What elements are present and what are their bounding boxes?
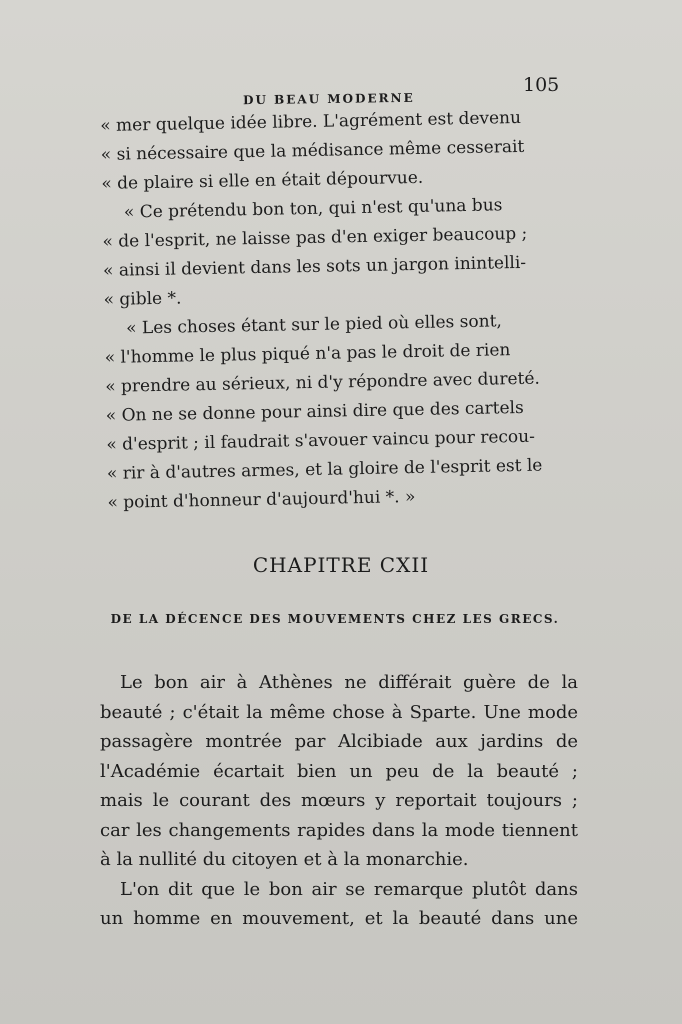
quote-line: « de l'esprit, ne laisse pas d'en exiger beaucoup ; xyxy=(102,223,528,252)
body-text xyxy=(100,668,578,934)
quote-line: « de plaire si elle en était dépourvue. xyxy=(101,167,424,194)
quote-line: « Les choses étant sur le pied où elles sont, xyxy=(125,311,503,339)
body-line: l'Académie écartait bien un peu de la beauté ; xyxy=(100,760,578,782)
body-line: Le bon air à Athènes ne différait guère de la xyxy=(120,672,578,693)
quote-line: « rir à d'autres armes, et la gloire de l'esprit est le xyxy=(106,455,543,484)
body-line: passagère montrée par Alcibiade aux jardins de xyxy=(100,731,578,752)
quote-line: « si nécessaire que la médisance même cesserait xyxy=(100,136,525,165)
chapter-title: CHAPITRE CXII xyxy=(252,553,430,577)
body-line: mais le courant des mœurs y reportait toujours ; xyxy=(100,790,578,811)
running-head: DU BEAU MODERNE xyxy=(242,90,415,108)
chapter-subtitle: DE LA DÉCENCE DES MOUVEMENTS CHEZ LES GRECS. xyxy=(110,612,560,626)
body-line: un homme en mouvement, et la beauté dans une xyxy=(100,908,578,929)
quote-line: « mer quelque idée libre. L'agrément est devenu xyxy=(100,107,522,136)
quote-line: « ainsi il devient dans les sots un jargon inintelli- xyxy=(102,252,527,281)
quotation-block xyxy=(100,103,578,518)
quote-line: « prendre au sérieux, ni d'y répondre avec dureté. xyxy=(105,368,541,397)
quote-line: « d'esprit ; il faudrait s'avouer vaincu pour recou- xyxy=(106,426,536,455)
page-number: 105 xyxy=(523,74,560,96)
body-line: à la nullité du citoyen et à la monarchie. xyxy=(100,849,469,870)
quote-line: « l'homme le plus piqué n'a pas le droit de rien xyxy=(104,340,511,368)
body-line: L'on dit que le bon air se remarque plutôt dans xyxy=(120,878,578,900)
body-line: car les changements rapides dans la mode tiennent xyxy=(100,819,578,841)
quote-line: « On ne se donne pour ainsi dire que des cartels xyxy=(105,397,524,426)
quote-line: « gible *. xyxy=(103,288,182,310)
quote-line: « Ce prétendu bon ton, qui n'est qu'una bus xyxy=(123,195,503,223)
quote-line: « point d'honneur d'aujourd'hui *. » xyxy=(107,487,416,513)
body-line: beauté ; c'était la même chose à Sparte. Une mode xyxy=(100,701,578,723)
